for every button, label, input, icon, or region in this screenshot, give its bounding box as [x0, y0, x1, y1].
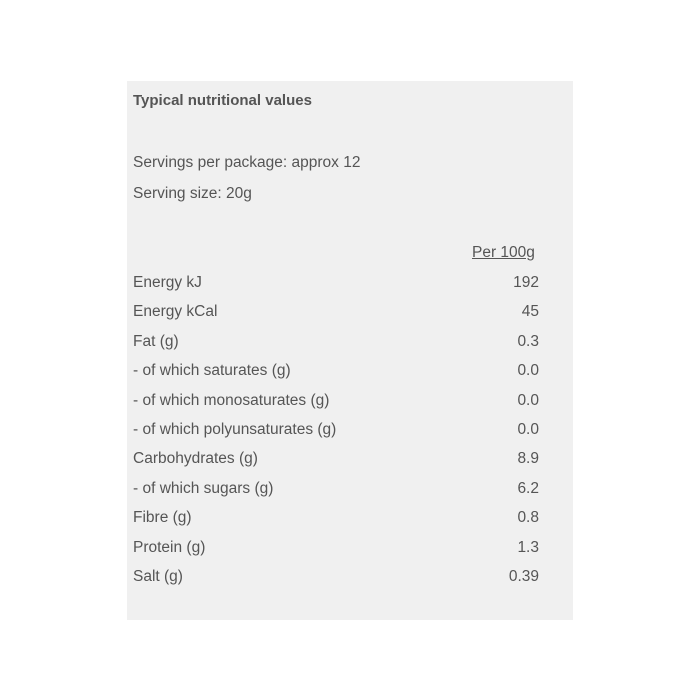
column-header-per-100g: Per 100g: [472, 244, 535, 261]
row-value: 1.3: [517, 538, 539, 556]
table-row: [133, 392, 553, 421]
row-label: Fibre (g): [133, 509, 192, 527]
row-label: - of which polyunsaturates (g): [133, 420, 337, 438]
row-label: Protein (g): [133, 538, 206, 556]
table-row: [133, 480, 553, 509]
row-label: Energy kJ: [133, 274, 202, 291]
row-label: Energy kCal: [133, 303, 218, 321]
serving-size: Serving size: 20g: [133, 185, 252, 202]
nutrition-title: Typical nutritional values: [133, 92, 312, 109]
row-label: Carbohydrates (g): [133, 450, 258, 468]
row-value: 0.0: [517, 362, 539, 380]
table-row: [133, 303, 553, 332]
row-label: Salt (g): [133, 567, 183, 585]
row-value: 0.8: [517, 509, 539, 527]
row-label: - of which sugars (g): [133, 479, 274, 497]
table-row: [133, 450, 553, 479]
row-value: 45: [521, 303, 539, 321]
row-label: Fat (g): [133, 332, 179, 350]
row-value: 8.9: [517, 450, 539, 468]
row-value: 0.0: [517, 420, 539, 438]
row-value: 0.0: [517, 391, 539, 409]
row-value: 0.39: [508, 567, 539, 585]
row-label: - of which saturates (g): [133, 362, 291, 380]
table-row: [133, 421, 553, 450]
row-value: 0.3: [517, 332, 539, 350]
row-label: - of which monosaturates (g): [133, 391, 330, 409]
table-row: [133, 362, 553, 391]
row-value: 192: [513, 274, 539, 291]
servings-per-package: Servings per package: approx 12: [133, 154, 361, 171]
table-row: [133, 274, 553, 303]
table-row: [133, 568, 553, 597]
nutrition-table: [133, 274, 553, 597]
nutrition-panel: [127, 81, 573, 620]
table-row: [133, 539, 553, 568]
row-value: 6.2: [517, 479, 539, 497]
table-row: [133, 333, 553, 362]
table-row: [133, 509, 553, 538]
